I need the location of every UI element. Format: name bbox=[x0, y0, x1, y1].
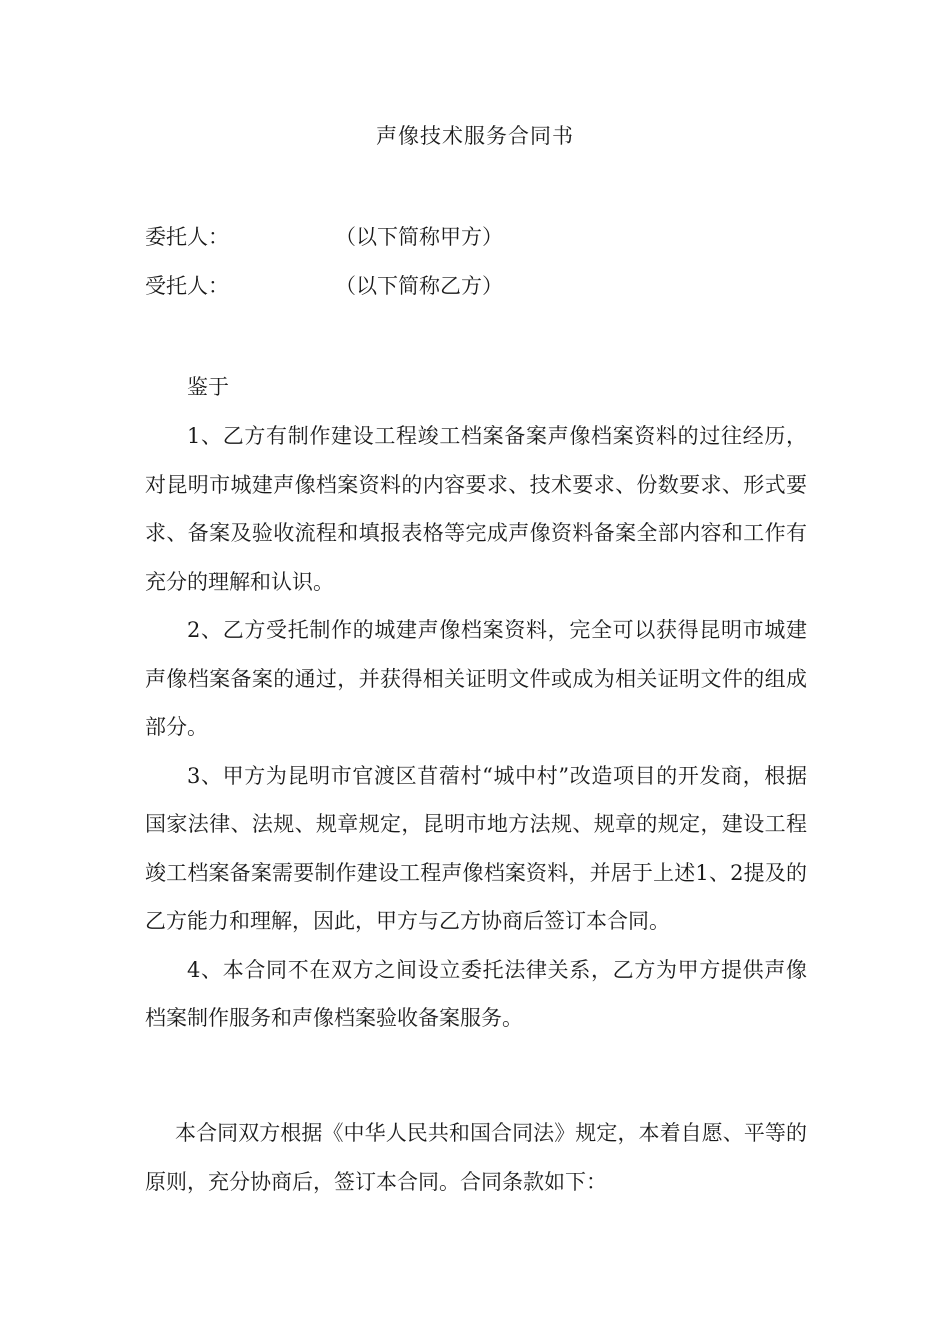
recital-item-1: 1、乙方有制作建设工程竣工档案备案声像档案资料的过往经历，对昆明市城建声像档案资料的内容要求、技术要求、份数要求、形式要求、备案及验收流程和填报表格等完成声像资料备案全部内容和工作有充分的理解和认识。 bbox=[145, 424, 807, 594]
closing-paragraph bbox=[145, 1109, 807, 1206]
client-line bbox=[145, 222, 503, 252]
document-title: 声像技术服务合同书 bbox=[376, 124, 574, 148]
recital-list bbox=[145, 412, 807, 1043]
recital-item-4: 4、本合同不在双方之间设立委托法律关系，乙方为甲方提供声像档案制作服务和声像档案验收备案服务。 bbox=[145, 957, 807, 1030]
contractor-label: 受托人： bbox=[145, 274, 229, 298]
whereas-text: 鉴于 bbox=[187, 375, 229, 399]
whereas-heading bbox=[145, 363, 807, 412]
closing-text: 本合同双方根据《中华人民共和国合同法》规定，本着自愿、平等的原则，充分协商后，签订本合同。合同条款如下： bbox=[145, 1121, 807, 1194]
contractor-note: （以下简称乙方） bbox=[335, 274, 503, 298]
client-label: 委托人： bbox=[145, 225, 229, 249]
contractor-line bbox=[145, 271, 503, 301]
recital-item-3: 3、甲方为昆明市官渡区苜蓿村“城中村”改造项目的开发商，根据国家法律、法规、规章规定，昆明市地方法规、规章的规定，建设工程竣工档案备案需要制作建设工程声像档案资料，并居于上述1、2提及的乙方能力和理解，因此，甲方与乙方协商后签订本合同。 bbox=[145, 763, 807, 933]
recital-item-2: 2、乙方受托制作的城建声像档案资料，完全可以获得昆明市城建声像档案备案的通过，并获得相关证明文件或成为相关证明文件的组成部分。 bbox=[145, 618, 807, 739]
client-note: （以下简称甲方） bbox=[335, 225, 503, 249]
